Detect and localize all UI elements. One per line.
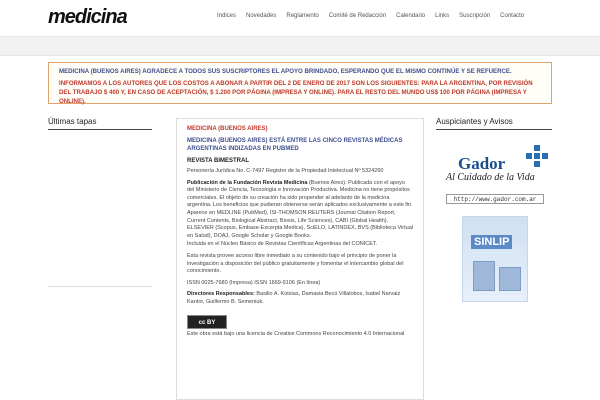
- issn-line: ISSN 0025-7680 (Impresa) ISSN 1669-9106 (En línea): [187, 279, 321, 286]
- gador-wordmark: Gador: [458, 154, 506, 173]
- legal-registration: Personería Jurídica No. C-7497 Registro de la Propiedad Intelectual Nº 5324260: [187, 168, 384, 174]
- nav-item-comite[interactable]: Comité de Redacción: [328, 13, 387, 19]
- nav-item-novedades[interactable]: Novedades: [246, 13, 277, 19]
- frequency-label: REVISTA BIMESTRAL: [187, 158, 250, 164]
- header-band: [0, 36, 600, 56]
- notice-thanks: MEDICINA (BUENOS AIRES) AGRADECE A TODOS SUS SUSCRIPTORES EL APOYO BRINDADO, ESPERANDO QUE EL MISMO CONTINÚE Y SE REFUERCE.: [59, 68, 512, 75]
- publication-description: [187, 180, 413, 241]
- nav-item-reglamento[interactable]: Reglamento: [286, 13, 319, 19]
- publication-foundation: Publicación de la Fundación Revista Medicina: [187, 179, 308, 186]
- license-note: Este obra está bajo una licencia de Creative Commons Reconocimiento 4.0 Internacional: [187, 330, 405, 337]
- creative-commons-icon[interactable]: cc BY: [187, 315, 227, 329]
- notice-costs: INFORMAMOS A LOS AUTORES QUE LOS COSTOS A ABONAR A PARTIR DEL 2 DE ENERO DE 2017 SON LOS SIGUIENTES: PARA LA ARGENTINA, POR REVISIÓN DEL TRABAJO $ 400 Y, EN CASO DE ACEPTACIÓN, $ 1.200 POR PÁGINA (IMPRESA Y ONLINE). PARA EL RESTO DEL MUNDO US$ 100 POR PÁGINA (IMPRESA Y ONLINE).: [59, 80, 533, 105]
- conicet-note: Incluida en el Núcleo Básico de Revistas Científicas Argentinas del CONICET.: [187, 241, 378, 248]
- sinlip-title: SINLIP: [471, 235, 512, 249]
- latest-cover-image[interactable]: [48, 133, 152, 287]
- notice-box: [48, 62, 552, 104]
- nav-item-contacto[interactable]: Contacto: [500, 13, 525, 19]
- nav-item-links[interactable]: Links: [435, 13, 450, 19]
- gador-tagline: Al Cuidado de la Vida: [446, 172, 535, 183]
- sponsors-title: Auspiciantes y Avisos: [436, 117, 552, 130]
- gador-url-link[interactable]: http://www.gador.com.ar: [446, 194, 544, 204]
- site-header: [0, 0, 600, 36]
- pubmed-note: MEDICINA (BUENOS AIRES) ESTÁ ENTRE LAS CINCO REVISTAS MÉDICAS ARGENTINAS INDIZADAS EN PUBMED: [187, 138, 403, 152]
- sinlip-product-image: [499, 267, 521, 291]
- nav-item-calendario[interactable]: Calendario: [396, 13, 426, 19]
- sinlip-ad[interactable]: [462, 216, 528, 302]
- journal-name: MEDICINA (BUENOS AIRES): [187, 126, 268, 132]
- latest-covers-title: Últimas tapas: [48, 117, 152, 130]
- directors-line: [187, 291, 413, 306]
- publication-text: (Buenos Aires). Publicada con el apoyo del Ministerio de Ciencia, Tecnología e Innovación Productiva. Medicina no tiene propósitos comerciales. El objeto de su creación ha sido propender al adelanto de la medicina argentina. Los beneficios que pudieran obtenerse serán aplicados exclusivamente a este fin. Aparece en MEDLINE (PubMed), ISI-THOMSON REUTERS (Journal Citation Report, Current Contents, Biological Abstract, Biosis, Life Sciences), CABI (Global Health), ELSEVIER (Scopus, Embase-Excerpta Medica), SciELO, LATINDEX, BVS (Biblioteca Virtual en Salud), DOAJ, Google Scholar y Google Books.: [187, 179, 413, 239]
- site-logo[interactable]: medicina: [48, 6, 127, 28]
- open-access-note: Esta revista provee acceso libre inmediato a su contenido bajo el principio de poner la investigación a disposición del público gratuitamente y fomentar el intercambio global del conocimiento.: [187, 252, 404, 275]
- main-nav: [212, 13, 529, 19]
- journal-info-panel: [176, 118, 424, 400]
- directors-names: Basilio A. Kotsias, Damasia Becú Villalobos, Isabel Narvaiz Kantor, Guillermo B. Semeniuk.: [187, 291, 401, 305]
- nav-item-suscripcion[interactable]: Suscripción: [459, 13, 491, 19]
- directors-label: Directores Responsables:: [187, 291, 255, 298]
- gador-cross-icon: [524, 144, 550, 170]
- nav-item-indices[interactable]: Indices: [217, 13, 237, 19]
- gador-logo[interactable]: [440, 140, 552, 200]
- sinlip-product-image: [473, 261, 495, 291]
